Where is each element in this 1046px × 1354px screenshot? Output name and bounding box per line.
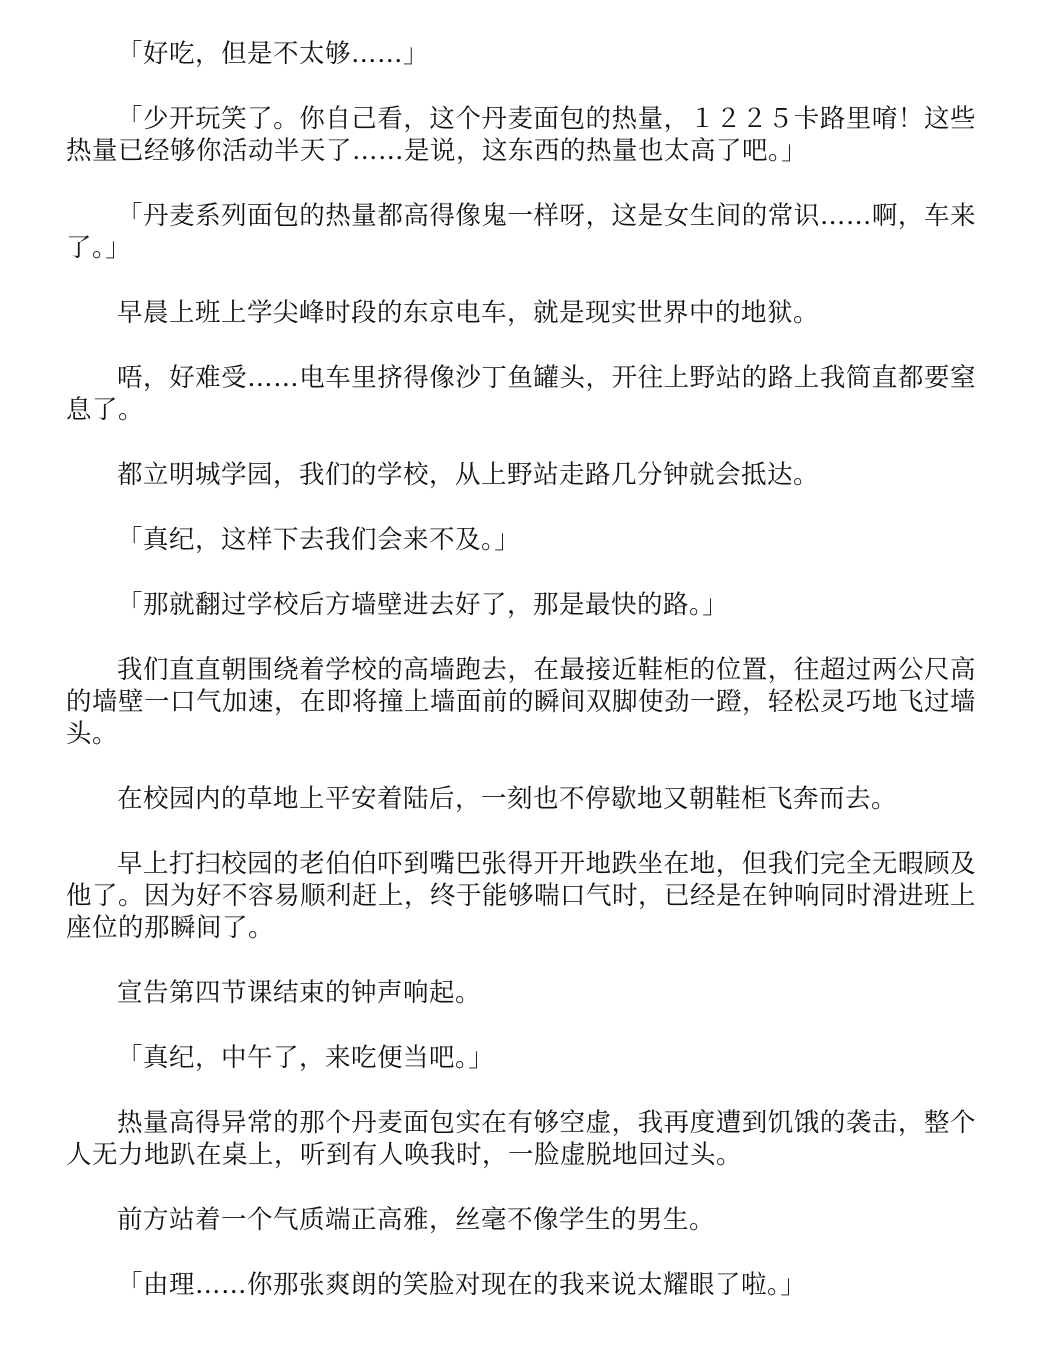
document-page bbox=[66, 38, 976, 1334]
narration-paragraph: 前方站着一个气质端正高雅，丝毫不像学生的男生。 bbox=[117, 1205, 716, 1235]
dialogue-paragraph: 「那就翻过学校后方墙壁进去好了，那是最快的路。」 bbox=[117, 590, 729, 620]
dialogue-paragraph: 「丹麦系列面包的热量都高得像鬼一样呀，这是女生间的常识……啊，车来了。」 bbox=[66, 201, 976, 263]
narration-paragraph: 热量高得异常的那个丹麦面包实在有够空虚，我再度遭到饥饿的袭击，整个人无力地趴在桌上，听到有人唤我时，一脸虚脱地回过头。 bbox=[66, 1108, 976, 1170]
dialogue-paragraph: 「少开玩笑了。你自己看，这个丹麦面包的热量，１２２５卡路里唷！这些热量已经够你活动半天了……是说，这东西的热量也太高了吧。」 bbox=[66, 104, 976, 166]
narration-paragraph: 唔，好难受……电车里挤得像沙丁鱼罐头，开往上野站的路上我简直都要窒息了。 bbox=[66, 363, 976, 425]
narration-paragraph: 宣告第四节课结束的钟声响起。 bbox=[117, 978, 482, 1008]
dialogue-paragraph: 「真纪，中午了，来吃便当吧。」 bbox=[117, 1043, 495, 1073]
narration-paragraph: 早晨上班上学尖峰时段的东京电车，就是现实世界中的地狱。 bbox=[117, 298, 820, 328]
narration-paragraph: 都立明城学园，我们的学校，从上野站走路几分钟就会抵达。 bbox=[117, 460, 820, 490]
narration-paragraph: 早上打扫校园的老伯伯吓到嘴巴张得开开地跌坐在地，但我们完全无暇顾及他了。因为好不容易顺利赶上，终于能够喘口气时，已经是在钟响同时滑进班上座位的那瞬间了。 bbox=[66, 849, 977, 943]
narration-paragraph: 我们直直朝围绕着学校的高墙跑去，在最接近鞋柜的位置，往超过两公尺高的墙壁一口气加速，在即将撞上墙面前的瞬间双脚使劲一蹬，轻松灵巧地飞过墙头。 bbox=[66, 655, 977, 749]
dialogue-paragraph: 「好吃，但是不太够……」 bbox=[117, 39, 430, 69]
dialogue-paragraph: 「真纪，这样下去我们会来不及。」 bbox=[117, 525, 521, 555]
dialogue-paragraph: 「由理……你那张爽朗的笑脸对现在的我来说太耀眼了啦。」 bbox=[117, 1270, 807, 1300]
narration-paragraph: 在校园内的草地上平安着陆后，一刻也不停歇地又朝鞋柜飞奔而去。 bbox=[117, 784, 898, 814]
